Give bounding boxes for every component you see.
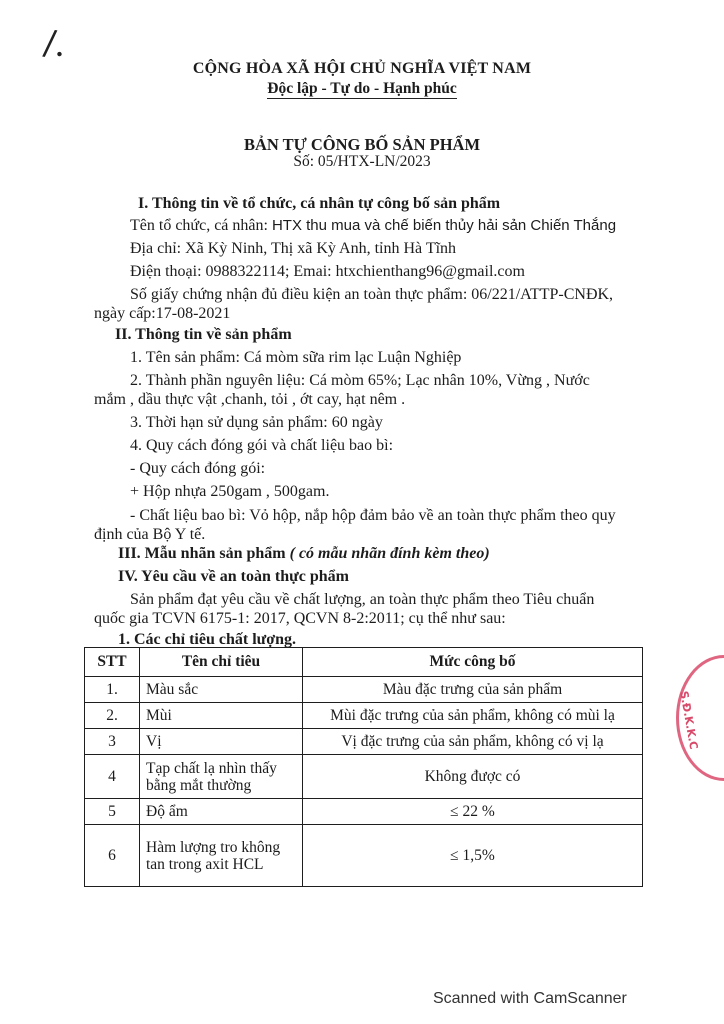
phone-line: Điện thoại: 0988322114; Emai: htxchienthang96@gmail.com: [130, 263, 525, 280]
table-row: [85, 677, 643, 703]
address-line: Địa chỉ: Xã Kỳ Ninh, Thị xã Kỳ Anh, tỉnh Hà Tĩnh: [130, 240, 457, 257]
row-value: ≤ 1,5%: [303, 825, 643, 887]
section-2-heading: II. Thông tin về sản phẩm: [115, 326, 292, 343]
section-4-heading: IV. Yêu cầu về an toàn thực phẩm: [118, 568, 349, 585]
table-row: [85, 703, 643, 729]
material-line-2: định của Bộ Y tế.: [94, 526, 206, 543]
packaging-heading: 4. Quy cách đóng gói và chất liệu bao bì:: [130, 437, 394, 454]
section-1-heading: I. Thông tin về tổ chức, cá nhân tự công bố sản phẩm: [138, 195, 501, 212]
stamp-text: S.Đ.K.K.C: [677, 690, 701, 751]
ingredients-line-2: mắm , dầu thực vật ,chanh, tỏi , ớt cay, hạt nêm .: [94, 391, 406, 408]
section-3-note: ( có mẫu nhãn đính kèm theo): [289, 545, 490, 562]
header-stt: STT: [85, 648, 140, 677]
scanner-watermark: Scanned with CamScanner: [433, 990, 627, 1007]
row-criterion: Vị: [140, 729, 303, 755]
row-value: ≤ 22 %: [303, 799, 643, 825]
certificate-line: Số giấy chứng nhận đủ điều kiện an toàn thực phẩm: 06/221/ATTP-CNĐK,: [130, 286, 614, 303]
row-value: Màu đặc trưng của sản phẩm: [303, 677, 643, 703]
requirement-line-2: quốc gia TCVN 6175-1: 2017, QCVN 8-2:2011; cụ thể như sau:: [94, 610, 506, 627]
row-criterion: Màu sắc: [140, 677, 303, 703]
material-line-1: - Chất liệu bao bì: Vỏ hộp, nắp hộp đảm bảo về an toàn thực phẩm theo quy: [130, 507, 616, 524]
org-line: [130, 217, 616, 235]
quality-criteria-table: [84, 647, 643, 887]
row-stt: 1.: [85, 677, 140, 703]
org-label: Tên tổ chức, cá nhân:: [130, 217, 272, 234]
packaging-spec-label: - Quy cách đóng gói:: [130, 460, 266, 477]
motto-text: Độc lập - Tự do - Hạnh phúc: [267, 80, 457, 97]
section-3-heading: [118, 545, 490, 563]
table-row: [85, 755, 643, 799]
quality-criteria-heading: 1. Các chỉ tiêu chất lượng.: [118, 631, 297, 648]
document-title: BẢN TỰ CÔNG BỐ SẢN PHẨM: [243, 135, 481, 154]
row-criterion: Tạp chất lạ nhìn thấy bằng mắt thường: [140, 755, 303, 799]
table-row: [85, 729, 643, 755]
row-criterion: Hàm lượng tro không tan trong axit HCL: [140, 825, 303, 887]
certificate-date-line: ngày cấp:17-08-2021: [94, 305, 231, 322]
requirement-line-1: Sản phẩm đạt yêu cầu về chất lượng, an toàn thực phẩm theo Tiêu chuẩn: [130, 591, 595, 608]
row-stt: 2.: [85, 703, 140, 729]
org-value: HTX thu mua và chế biến thủy hải sản Chiến Thắng: [271, 217, 617, 234]
packaging-spec-value: + Hộp nhựa 250gam , 500gam.: [130, 483, 330, 500]
national-motto: [0, 80, 724, 98]
row-value: Không được có: [303, 755, 643, 799]
row-stt: 6: [85, 825, 140, 887]
header-declared-level: Mức công bố: [303, 648, 643, 677]
handwritten-mark: /.: [41, 22, 69, 66]
table-row: [85, 825, 643, 887]
row-stt: 4: [85, 755, 140, 799]
shelf-life: 3. Thời hạn sử dụng sản phẩm: 60 ngày: [130, 414, 383, 431]
product-name: 1. Tên sản phẩm: Cá mòm sữa rim lạc Luận Nghiệp: [130, 349, 462, 366]
row-stt: 3: [85, 729, 140, 755]
document-number: Số: 05/HTX-LN/2023: [293, 153, 431, 170]
row-criterion: Độ ẩm: [140, 799, 303, 825]
table-header-row: [85, 648, 643, 677]
national-title: CỘNG HÒA XÃ HỘI CHỦ NGHĨA VIỆT NAM: [192, 60, 532, 77]
row-value: Vị đặc trưng của sản phẩm, không có vị lạ: [303, 729, 643, 755]
table-row: [85, 799, 643, 825]
row-criterion: Mùi: [140, 703, 303, 729]
row-stt: 5: [85, 799, 140, 825]
row-value: Mùi đặc trưng của sản phẩm, không có mùi lạ: [303, 703, 643, 729]
ingredients-line-1: 2. Thành phần nguyên liệu: Cá mòm 65%; Lạc nhân 10%, Vừng , Nước: [130, 372, 590, 389]
section-3-title: III. Mẫu nhãn sản phẩm: [118, 545, 290, 562]
header-criterion: Tên chỉ tiêu: [140, 648, 303, 677]
